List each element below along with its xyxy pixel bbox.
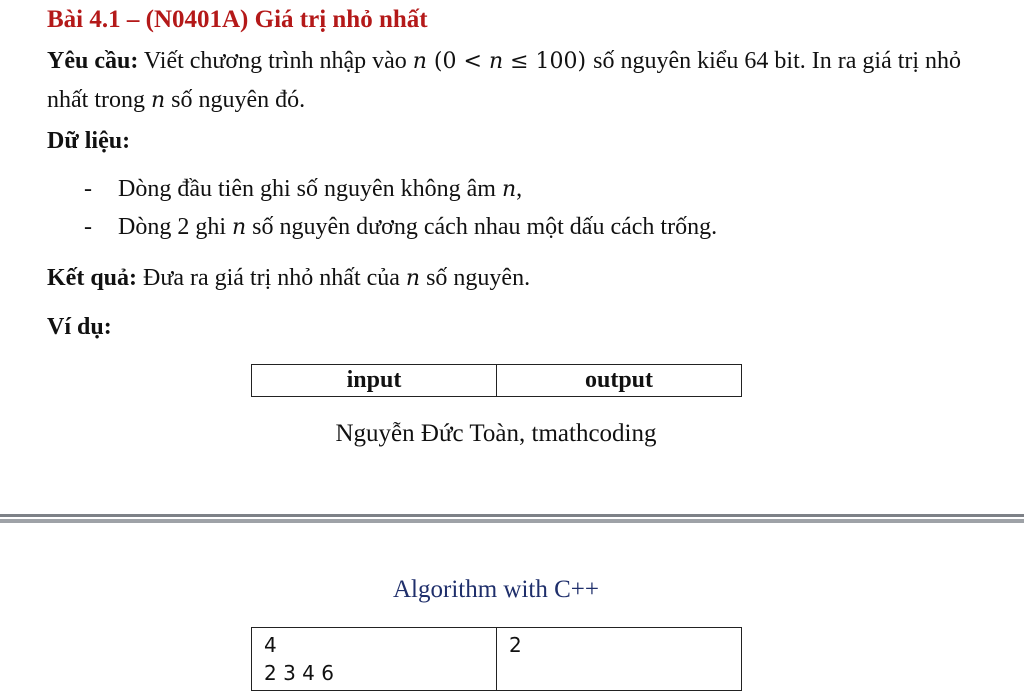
author-credit: Nguyễn Đức Toàn, tmathcoding bbox=[335, 420, 657, 447]
constraint-close: ≤ 100) bbox=[503, 49, 594, 74]
requirement-text-2: số nguyên kiểu 64 bit. In ra giá trị nhỏ nhất trong bbox=[47, 48, 962, 113]
example-output-cell bbox=[497, 628, 742, 691]
requirement-paragraph bbox=[47, 42, 997, 120]
example-table-row bbox=[251, 627, 742, 691]
page-break-divider bbox=[0, 514, 1024, 523]
output-text-1: Đưa ra giá trị nhỏ nhất của bbox=[137, 265, 406, 291]
output-text-2: số nguyên. bbox=[420, 265, 531, 291]
requirement-text-1: Viết chương trình nhập vào bbox=[138, 48, 413, 74]
input-bullet-1 bbox=[84, 176, 522, 203]
example-input-cell bbox=[252, 628, 497, 691]
bullet-2-text-2: số nguyên dương cách nhau một dấu cách trống. bbox=[246, 214, 718, 240]
column-header-input: input bbox=[252, 365, 497, 397]
input-bullet-2 bbox=[84, 214, 717, 241]
output-line: 2 bbox=[509, 633, 522, 657]
bullet-dash: - bbox=[84, 176, 92, 202]
page-header-subtitle: Algorithm with C++ bbox=[393, 576, 599, 603]
bullet-1-suffix: , bbox=[516, 176, 523, 202]
example-table-header bbox=[251, 364, 742, 397]
requirement-text-3: số nguyên đó. bbox=[165, 87, 306, 113]
input-line: 2 3 4 6 bbox=[264, 661, 334, 685]
math-var-n: n bbox=[150, 88, 166, 113]
bullet-2-text-1: Dòng 2 ghi bbox=[118, 214, 232, 240]
column-header-output: output bbox=[497, 365, 742, 397]
math-var-n: n bbox=[488, 49, 504, 74]
output-label: Kết quả: bbox=[47, 265, 137, 291]
problem-title: Bài 4.1 – (N0401A) Giá trị nhỏ nhất bbox=[47, 6, 428, 33]
output-description bbox=[47, 265, 530, 292]
input-heading: Dữ liệu: bbox=[47, 128, 131, 154]
math-var-n: n bbox=[501, 177, 517, 202]
input-line: 4 bbox=[264, 633, 277, 657]
constraint-open: (0 < bbox=[426, 49, 489, 74]
math-var-n: n bbox=[412, 49, 427, 74]
bullet-1-text: Dòng đầu tiên ghi số nguyên không âm bbox=[118, 176, 502, 202]
bullet-dash: - bbox=[84, 214, 92, 240]
math-var-n: n bbox=[405, 266, 421, 291]
math-var-n: n bbox=[232, 215, 247, 240]
example-heading: Ví dụ: bbox=[47, 314, 112, 340]
requirement-label: Yêu cầu: bbox=[47, 48, 139, 74]
